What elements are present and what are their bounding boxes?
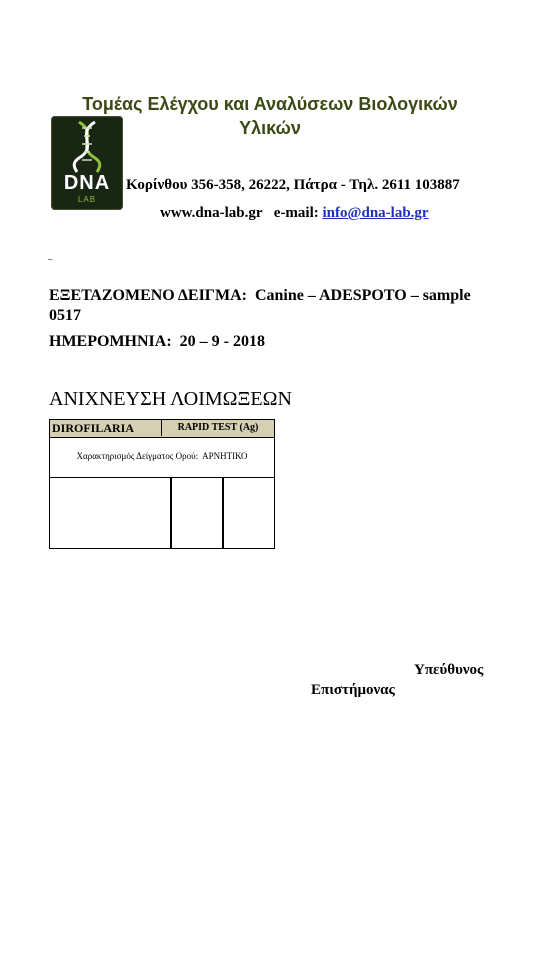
logo-text: DNA <box>63 172 111 194</box>
date-label: ΗΜΕΡΟΜΗΝΙΑ: <box>49 333 172 350</box>
section-heading: ΑΝΙΧΝΕΥΣΗ ΛΟΙΜΩΞΕΩΝ <box>49 388 292 410</box>
logo-subtext: LAB <box>77 195 97 204</box>
email-label: e-mail: <box>273 205 319 221</box>
email-link[interactable]: info@dna-lab.gr <box>322 205 429 221</box>
lab-title-line2: Υλικών <box>239 118 301 138</box>
lab-address: Κορίνθου 356-358, 26222, Πάτρα - Τηλ. 2611 103887 <box>126 177 460 193</box>
table-header-row <box>50 420 274 438</box>
divider-mark: _ <box>48 251 53 261</box>
table-result-row <box>50 438 274 478</box>
date-line <box>49 333 265 351</box>
dna-helix-icon <box>51 116 123 176</box>
test-method-cell: RAPID TEST (Ag) <box>177 422 259 433</box>
lab-title-line1: Τομέας Ελέγχου και Αναλύσεων Βιολογικών <box>82 94 458 114</box>
result-text <box>52 451 272 461</box>
sample-value: Canine – ADESPOTO – sample 0517 <box>49 287 471 324</box>
characterization-label: Χαρακτηρισμός Δείγματος Ορού: <box>76 451 199 461</box>
lab-title <box>60 92 480 140</box>
date-value: 20 – 9 - 2018 <box>179 333 265 350</box>
table-column-divider <box>170 478 172 548</box>
table-column-divider <box>222 478 224 548</box>
website-text: www.dna-lab.gr <box>160 205 263 221</box>
signature-line2: Επιστήμονας <box>311 682 395 698</box>
sample-line <box>49 286 499 326</box>
table-empty-row <box>50 478 274 548</box>
contact-line <box>160 205 429 222</box>
test-name-cell: DIROFILARIA <box>50 420 162 436</box>
results-table <box>49 419 275 549</box>
result-value: ΑΡΝΗΤΙΚΟ <box>202 451 248 461</box>
sample-label: ΕΞΕΤΑΖΟΜΕΝΟ ΔΕΙΓΜΑ: <box>49 287 247 304</box>
dna-lab-logo <box>51 116 123 210</box>
signature-line1: Υπεύθυνος <box>414 662 484 678</box>
